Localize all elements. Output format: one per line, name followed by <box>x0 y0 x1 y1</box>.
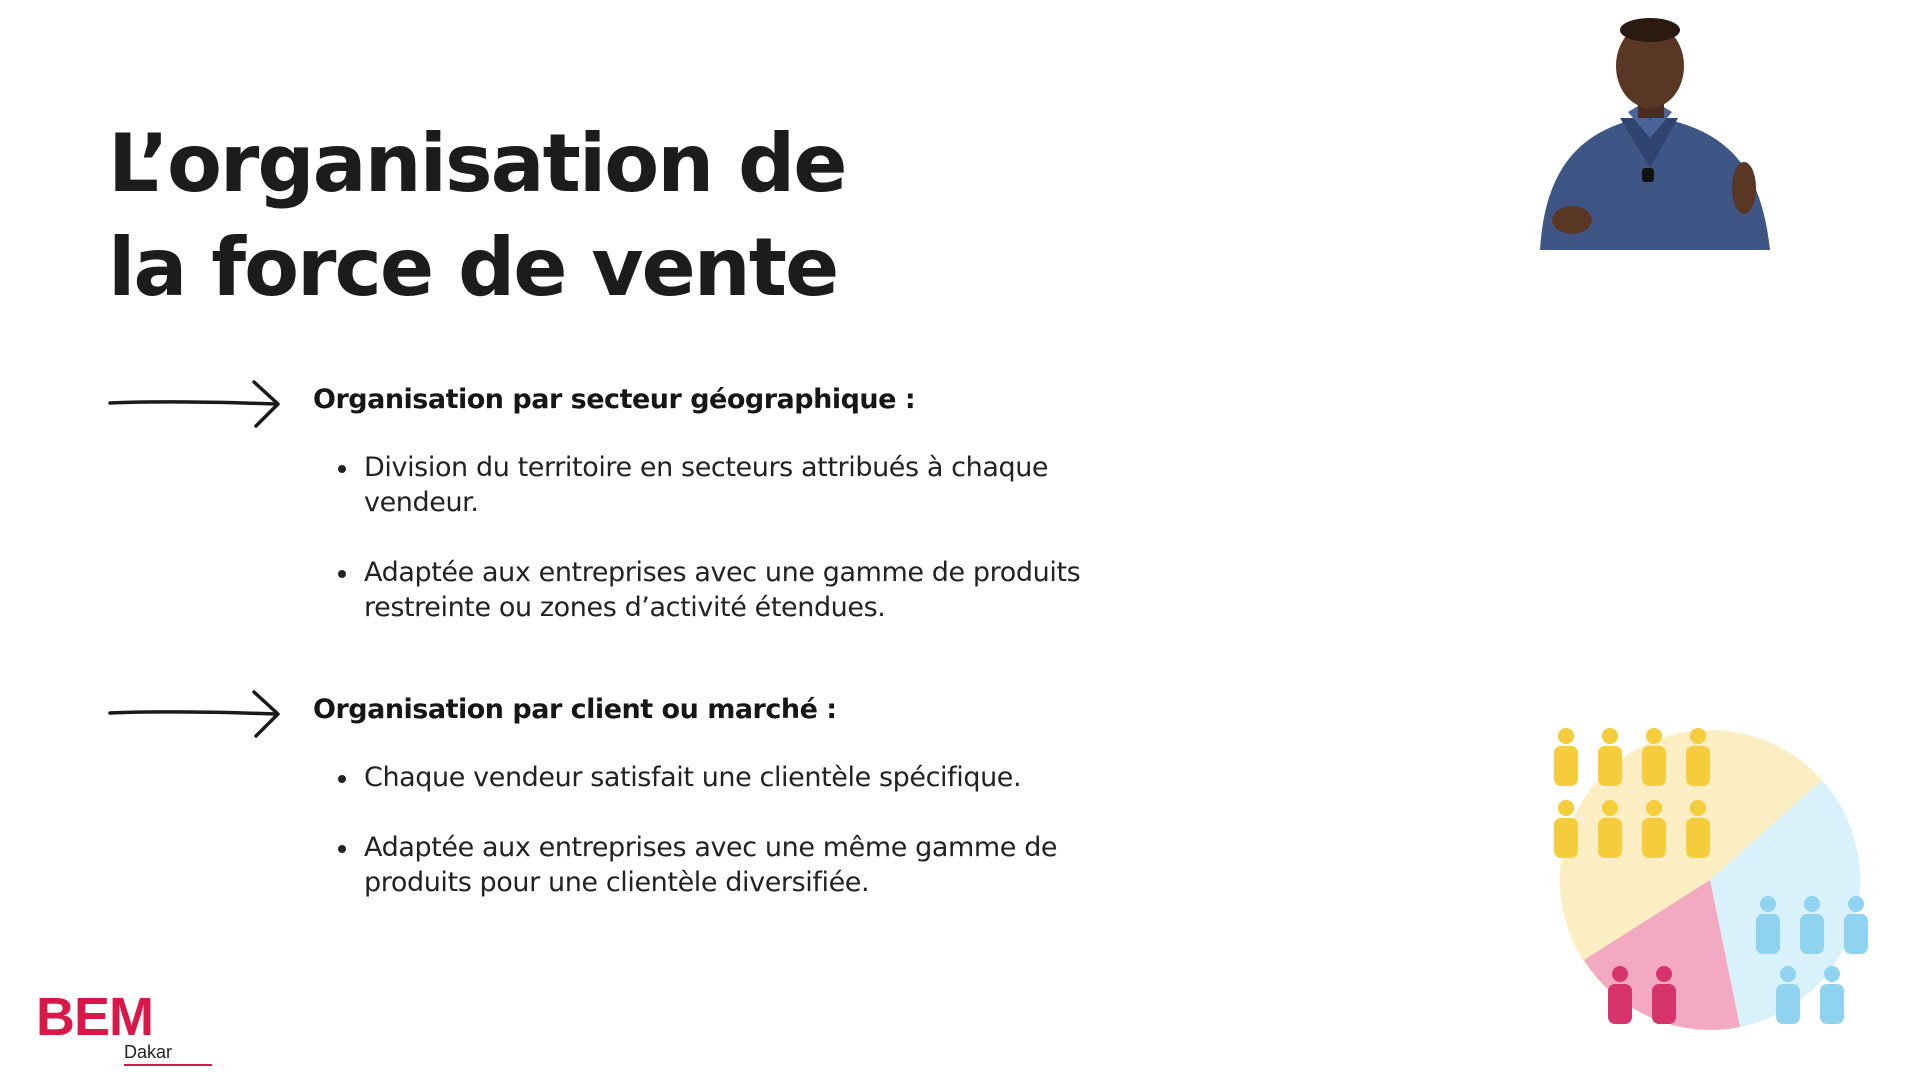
bullet-dot <box>338 845 346 853</box>
bullet-dot <box>338 775 346 783</box>
bem-dakar-logo <box>36 987 196 1070</box>
list-item <box>336 555 1156 625</box>
list-item <box>336 450 1156 520</box>
people-pie-chart-icon <box>1520 720 1880 1040</box>
logo-underline <box>124 1064 212 1066</box>
logo-main-text: BEM <box>36 987 153 1047</box>
slide-title-line-1: L’organisation de <box>108 117 846 210</box>
slide-title-line-2: la force de vente <box>108 221 838 314</box>
bullet-text: Division du territoire en secteurs attribués à chaque vendeur. <box>364 452 1049 518</box>
bullet-dot <box>338 570 346 578</box>
section-heading: Organisation par secteur géographique : <box>313 384 916 415</box>
presenter-video-icon <box>1500 8 1820 250</box>
slide-title <box>108 112 1008 320</box>
bullet-text: Chaque vendeur satisfait une clientèle spécifique. <box>364 762 1022 793</box>
arrow-right-icon <box>108 684 282 740</box>
bullet-dot <box>338 465 346 473</box>
bullet-text: Adaptée aux entreprises avec une gamme de produits restreinte ou zones d’activité étendues. <box>364 557 1081 623</box>
bullet-list <box>336 450 1156 660</box>
logo-sub-text: Dakar <box>124 1042 173 1062</box>
bullet-text: Adaptée aux entreprises avec une même gamme de produits pour une clientèle diversifiée. <box>364 832 1058 898</box>
section-heading: Organisation par client ou marché : <box>313 694 837 725</box>
bullet-list <box>336 760 1156 935</box>
list-item <box>336 760 1156 795</box>
arrow-right-icon <box>108 374 282 430</box>
list-item <box>336 830 1156 900</box>
